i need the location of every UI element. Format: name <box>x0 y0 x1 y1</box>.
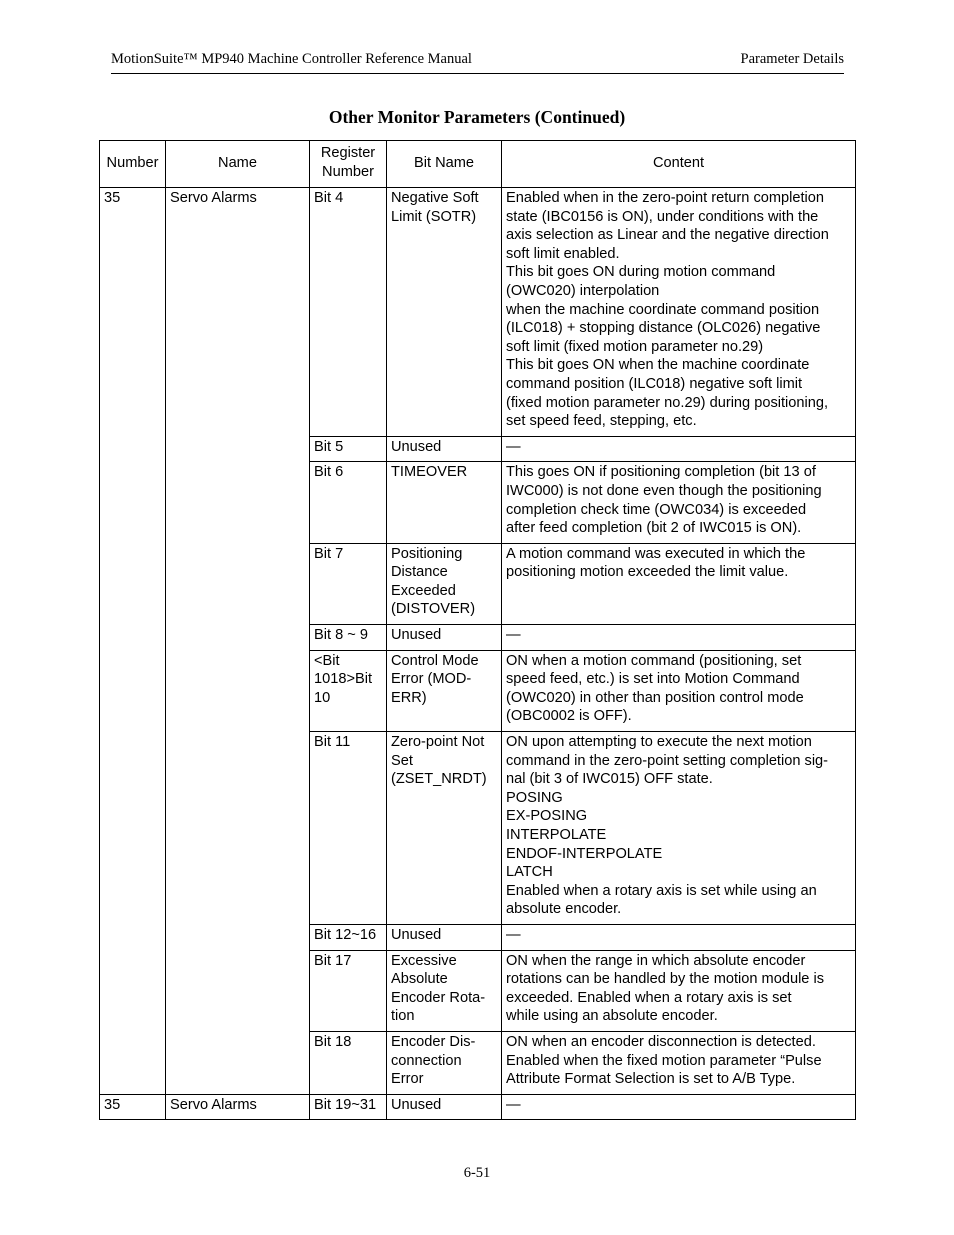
cell-content: — <box>502 436 856 462</box>
cell-bit-name: Excessive Absolute Encoder Rota- tion <box>387 950 502 1031</box>
cell-bit-name: Unused <box>387 1094 502 1120</box>
cell-content: A motion command was executed in which the positioning motion exceeded the limit value. <box>502 543 856 624</box>
cell-content: — <box>502 924 856 950</box>
column-header-number: Number <box>100 141 166 188</box>
cell-register: Bit 4 <box>310 188 387 437</box>
cell-register: Bit 17 <box>310 950 387 1031</box>
cell-register: Bit 8 ~ 9 <box>310 625 387 651</box>
table-title: Other Monitor Parameters (Continued) <box>328 107 626 127</box>
column-header-content: Content <box>502 141 856 188</box>
column-header-name: Name <box>166 141 310 188</box>
cell-bit-name: Unused <box>387 924 502 950</box>
cell-bit-name: Unused <box>387 625 502 651</box>
table-row <box>100 188 856 437</box>
cell-number: 35 <box>100 1094 166 1120</box>
cell-bit-name: Positioning Distance Exceeded (DISTOVER) <box>387 543 502 624</box>
cell-register: <Bit 1018>Bit 10 <box>310 650 387 731</box>
cell-bit-name: Zero-point Not Set (ZSET_NRDT) <box>387 732 502 925</box>
cell-name: Servo Alarms <box>166 188 310 1095</box>
cell-content: ON upon attempting to execute the next motion command in the zero-point setting completion sig- nal (bit 3 of IWC015) OFF state. POSING EX-POSING INTERPOLATE ENDOF-INTERPOLATE LATCH Enabled when a rotary axis is set while using an absolute encoder. <box>502 732 856 925</box>
cell-number: 35 <box>100 188 166 1095</box>
table-row <box>100 1094 856 1120</box>
page-header <box>111 51 844 74</box>
cell-register: Bit 7 <box>310 543 387 624</box>
cell-register: Bit 18 <box>310 1031 387 1094</box>
cell-content: This goes ON if positioning completion (bit 13 of IWC000) is not done even though the positioning completion check time (OWC034) is exceeded after feed completion (bit 2 of IWC015 is ON). <box>502 462 856 543</box>
cell-bit-name: TIMEOVER <box>387 462 502 543</box>
page-number: 6-51 <box>463 1165 491 1181</box>
cell-content: Enabled when in the zero-point return completion state (IBC0156 is ON), under conditions with the axis selection as Linear and the negative direction soft limit enabled. This bit goes ON during motion command (OWC020) interpolation when the machine coordinate command position (ILC018) + stopping distance (OLC026) negative soft limit (fixed motion parameter no.29) This bit goes ON when the machine coordinate command position (ILC018) negative soft limit (fixed motion parameter no.29) during positioning, set speed feed, stepping, etc. <box>502 188 856 437</box>
cell-bit-name: Unused <box>387 436 502 462</box>
column-header-register-number: Register Number <box>310 141 387 188</box>
cell-content: — <box>502 1094 856 1120</box>
cell-bit-name: Negative Soft Limit (SOTR) <box>387 188 502 437</box>
cell-register: Bit 19~31 <box>310 1094 387 1120</box>
cell-register: Bit 6 <box>310 462 387 543</box>
cell-content: ON when a motion command (positioning, set speed feed, etc.) is set into Motion Command (OWC020) in other than position control mode (OBC0002 is OFF). <box>502 650 856 731</box>
cell-bit-name: Encoder Dis- connection Error <box>387 1031 502 1094</box>
cell-bit-name: Control Mode Error (MOD- ERR) <box>387 650 502 731</box>
manual-title: MotionSuite™ MP940 Machine Controller Reference Manual <box>111 51 472 67</box>
cell-content: ON when the range in which absolute encoder rotations can be handled by the motion module is exceeded. Enabled when a rotary axis is set while using an absolute encoder. <box>502 950 856 1031</box>
column-header-bit-name: Bit Name <box>387 141 502 188</box>
parameter-table <box>99 140 856 1120</box>
cell-content: — <box>502 625 856 651</box>
cell-register: Bit 11 <box>310 732 387 925</box>
section-title: Parameter Details <box>740 51 844 67</box>
cell-name: Servo Alarms <box>166 1094 310 1120</box>
cell-register: Bit 5 <box>310 436 387 462</box>
table-header-row <box>100 141 856 188</box>
cell-content: ON when an encoder disconnection is detected. Enabled when the fixed motion parameter “Pulse Attribute Format Selection is set to A/B Type. <box>502 1031 856 1094</box>
cell-register: Bit 12~16 <box>310 924 387 950</box>
